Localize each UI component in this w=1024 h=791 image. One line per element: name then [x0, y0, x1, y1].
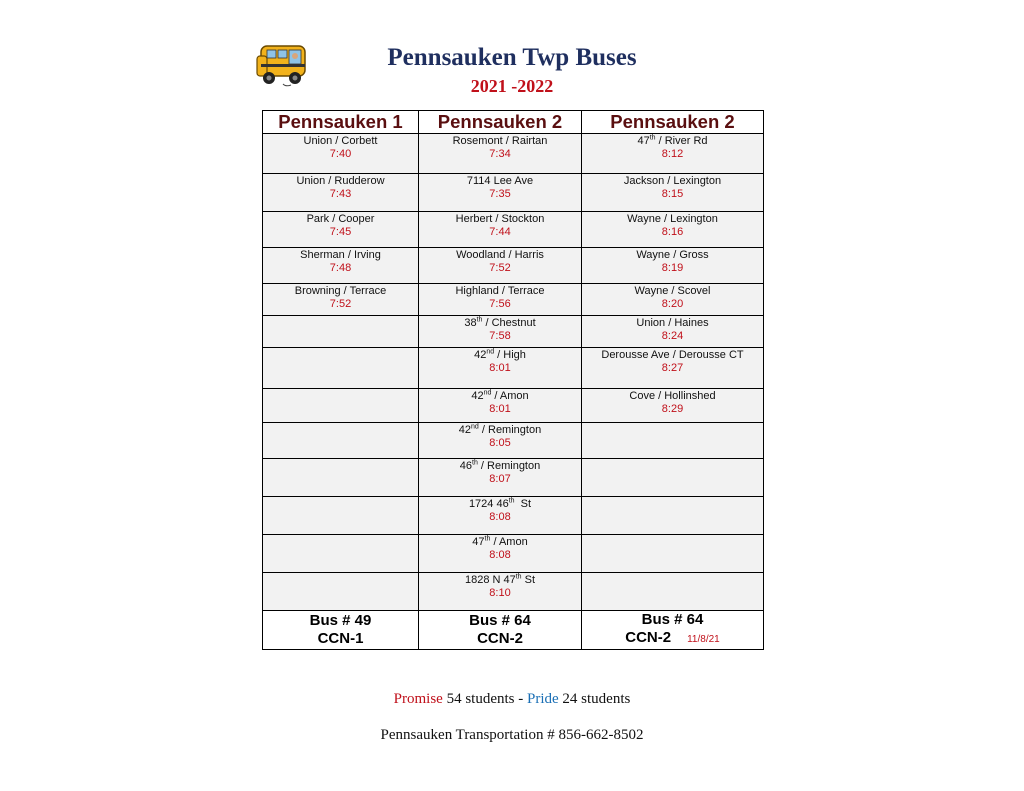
stop-cell: [263, 316, 419, 348]
school-year: 2021 -2022: [470, 76, 554, 96]
ordinal-suffix: th: [508, 497, 515, 505]
stop-name-part: 38: [464, 317, 477, 329]
bus-number: Bus # 64: [641, 611, 704, 628]
stop-time: 7:40: [329, 148, 352, 160]
table-row: [263, 348, 764, 389]
stop-time: 8:01: [489, 403, 511, 415]
stop-name: [419, 573, 581, 587]
stop-cell: [419, 348, 582, 389]
stop-cell: [263, 573, 419, 611]
stop-cell: [419, 459, 582, 497]
table-row: [263, 389, 764, 423]
ccn-label: CCN-1: [317, 630, 364, 647]
school-bus-icon: [253, 40, 309, 90]
stop-name: [419, 497, 581, 511]
stop-name: Union / Rudderow: [296, 175, 385, 187]
stop-time: 8:08: [489, 511, 511, 523]
stop-cell: [582, 174, 764, 212]
stop-cell: [582, 316, 764, 348]
table-row: [263, 423, 764, 459]
stop-name: Jackson / Lexington: [623, 175, 722, 187]
stop-time: 7:35: [489, 188, 511, 200]
stop-name: [582, 134, 763, 148]
stop-time: 7:58: [489, 330, 511, 342]
stop-name-part: 46: [459, 460, 473, 472]
stop-cell: [263, 212, 419, 248]
stop-time: 8:10: [489, 587, 511, 599]
bus-number: Bus # 49: [309, 612, 372, 629]
stop-name-part: 47: [472, 536, 485, 548]
ordinal-suffix: th: [515, 573, 522, 581]
stop-time: 7:48: [329, 262, 352, 274]
stop-name: Wayne / Lexington: [627, 213, 718, 225]
stop-cell: [582, 284, 764, 316]
stop-cell: [582, 134, 764, 174]
stop-cell: [582, 389, 764, 423]
stop-name-part: / High: [494, 349, 526, 361]
ordinal-suffix: nd: [471, 423, 479, 431]
stop-name-part: St: [521, 574, 536, 586]
stop-cell: [419, 212, 582, 248]
stop-name: Browning / Terrace: [294, 285, 387, 297]
stop-time: 8:08: [489, 549, 511, 561]
table-row: [263, 134, 764, 174]
table-row: [263, 573, 764, 611]
table-row: [263, 212, 764, 248]
stop-time: 8:24: [661, 330, 684, 342]
stop-cell: [419, 174, 582, 212]
page-title: Pennsauken Twp Buses: [387, 44, 637, 71]
stop-cell: [263, 134, 419, 174]
stop-name: Herbert / Stockton: [455, 213, 545, 225]
stop-time: 7:56: [489, 298, 511, 310]
table-row: [263, 248, 764, 284]
table-row: [263, 174, 764, 212]
stop-name: [419, 459, 581, 473]
stop-name: Woodland / Harris: [456, 249, 544, 261]
ordinal-suffix: th: [472, 459, 478, 467]
revision-date: 11/8/21: [687, 634, 720, 645]
table-row: [263, 284, 764, 316]
stop-time: 7:45: [329, 226, 352, 238]
bus-schedule-table: [262, 110, 764, 650]
column-header: Pennsauken 2: [582, 111, 764, 134]
stop-cell: [582, 212, 764, 248]
table-row: [263, 316, 764, 348]
stop-time: 7:52: [329, 298, 352, 310]
stop-name-part: / Amon: [491, 390, 529, 402]
stop-name: Sherman / Irving: [300, 249, 381, 261]
stop-time: 8:07: [489, 473, 511, 485]
stop-time: 8:20: [661, 298, 684, 310]
stop-cell: [419, 423, 582, 459]
column-header: Pennsauken 2: [419, 111, 582, 134]
stop-name: Union / Corbett: [303, 135, 378, 147]
stop-cell: [582, 535, 764, 573]
stop-name-part: 42: [474, 349, 487, 361]
stop-time: 8:27: [661, 362, 684, 374]
stop-time: 7:43: [329, 188, 352, 200]
stop-name-part: / Remington: [478, 424, 542, 436]
stop-name-part: 47: [637, 135, 650, 147]
stop-name: Derousse Ave / Derousse CT: [601, 349, 744, 361]
stop-name: Wayne / Gross: [636, 249, 709, 261]
stop-cell: [263, 535, 419, 573]
promise-label: Promise: [393, 691, 443, 707]
stop-cell: [263, 174, 419, 212]
bus-number: Bus # 64: [469, 612, 531, 629]
bus-info: [582, 611, 764, 650]
transportation-contact: Pennsauken Transportation # 856-662-8502: [380, 727, 644, 743]
table-row: [263, 535, 764, 573]
stop-name-part: / Amon: [490, 536, 528, 548]
stop-cell: [582, 248, 764, 284]
stop-name: Cove / Hollinshed: [629, 390, 716, 402]
stop-name: Union / Haines: [636, 317, 709, 329]
bus-row: [263, 611, 764, 650]
stop-cell: [582, 423, 764, 459]
stop-name-part: 1828 N 47: [464, 574, 516, 586]
stop-name: [419, 423, 581, 437]
stop-name: Park / Cooper: [306, 213, 375, 225]
stop-name-part: / River Rd: [655, 135, 708, 147]
stop-cell: [419, 316, 582, 348]
stop-name: [419, 316, 581, 330]
stop-time: 7:44: [489, 226, 511, 238]
stop-name-part: 42: [458, 424, 472, 436]
ordinal-suffix: th: [476, 316, 483, 324]
pride-count: 24 students: [558, 691, 631, 707]
stop-name: [419, 535, 581, 549]
pride-label: Pride: [527, 691, 559, 707]
table-row: [263, 459, 764, 497]
stop-cell: [263, 389, 419, 423]
stop-cell: [419, 284, 582, 316]
stop-cell: [582, 573, 764, 611]
stop-name-part: / Chestnut: [482, 317, 536, 329]
stop-cell: [419, 389, 582, 423]
table-row: [263, 497, 764, 535]
stop-time: 8:01: [489, 362, 511, 374]
stop-time: 8:05: [489, 437, 511, 449]
stop-name: Highland / Terrace: [455, 285, 545, 297]
stop-cell: [582, 459, 764, 497]
stop-time: 7:52: [489, 262, 511, 274]
stop-cell: [419, 573, 582, 611]
stop-cell: [263, 423, 419, 459]
stop-cell: [419, 497, 582, 535]
stop-name-part: 1724 46: [468, 498, 509, 510]
stop-time: 8:12: [661, 148, 684, 160]
stop-cell: [263, 248, 419, 284]
student-counts: [0, 691, 1024, 708]
stop-cell: [582, 497, 764, 535]
stop-name: Rosemont / Rairtan: [452, 135, 548, 147]
stop-cell: [419, 535, 582, 573]
stop-cell: [263, 497, 419, 535]
stop-name: 7114 Lee Ave: [466, 175, 534, 187]
ccn-label: CCN-2: [625, 629, 672, 646]
stop-cell: [263, 459, 419, 497]
stop-name: [419, 389, 581, 403]
stop-cell: [419, 134, 582, 174]
stop-name: Wayne / Scovel: [634, 285, 711, 297]
stop-name-part: 42: [471, 390, 484, 402]
stop-name-part: / Remington: [477, 460, 541, 472]
promise-count: 54 students -: [442, 691, 527, 707]
stop-name-part: St: [514, 498, 532, 510]
bus-info: [419, 611, 582, 650]
ordinal-suffix: nd: [486, 348, 495, 356]
stop-time: 8:15: [661, 188, 684, 200]
stop-cell: [263, 348, 419, 389]
ordinal-suffix: nd: [483, 389, 492, 397]
column-header: Pennsauken 1: [263, 111, 419, 134]
stop-cell: [582, 348, 764, 389]
stop-name: [419, 348, 581, 362]
bus-info: [263, 611, 419, 650]
stop-time: 8:19: [661, 262, 684, 274]
ordinal-suffix: th: [649, 134, 656, 142]
stop-cell: [263, 284, 419, 316]
stop-time: 8:29: [661, 403, 684, 415]
stop-time: 7:34: [489, 148, 511, 160]
stop-time: 8:16: [661, 226, 684, 238]
header-row: [263, 111, 764, 134]
stop-cell: [419, 248, 582, 284]
ccn-label: CCN-2: [477, 630, 523, 647]
ordinal-suffix: th: [484, 535, 491, 543]
